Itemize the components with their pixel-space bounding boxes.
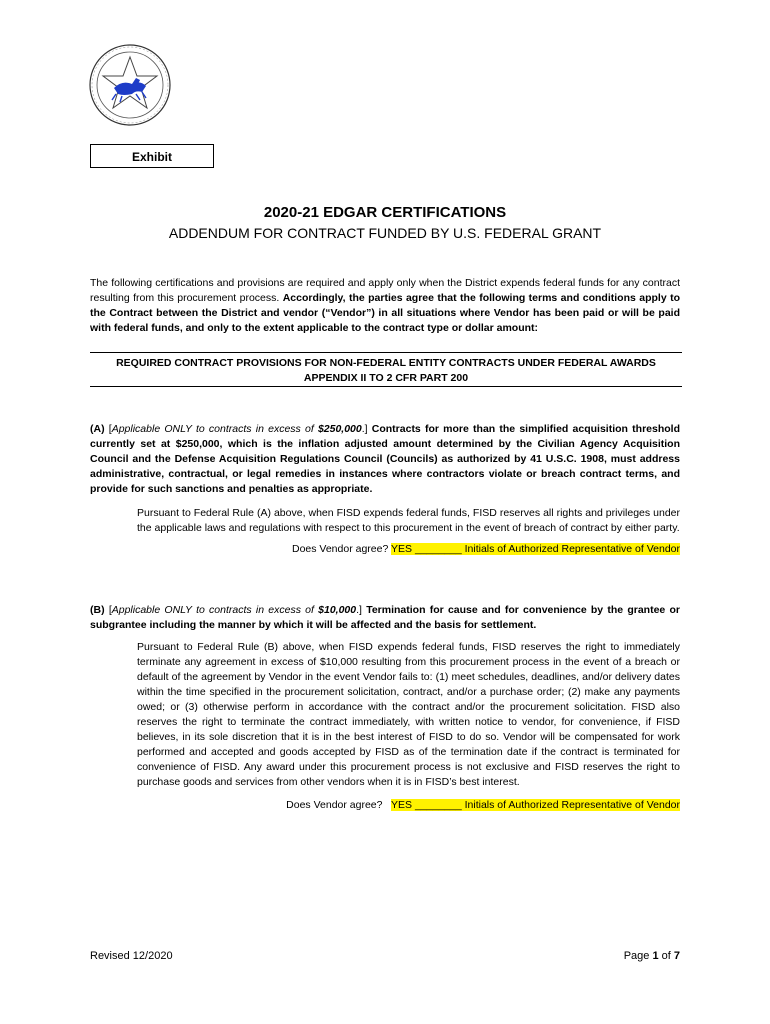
section-a-heading: (A) [Applicable ONLY to contracts in excess of $250,000.] Contracts for more than the simplified acquisition threshold currently set at $250,000, which is the inflation adjusted amount determined by the Civilian Agency Acquisition Council and the Defense Acquisition Regulations Council (Councils) as authorized by 41 U.S.C. 1908, must address administrative, contractual, or legal remedies in instances where contractors violate or breach contract terms, and provide for such sanctions and penalties as appropriate. bbox=[90, 423, 680, 495]
section-a-amount: $250,000 bbox=[317, 423, 362, 435]
section-b-agree-question: Does Vendor agree? bbox=[286, 799, 392, 811]
section-a-heading-text: Contracts for more than the simplified acquisition threshold currently set at $250,000, which is the inflation adjusted amount determined by the Civilian Agency Acquisition Council and the Defense Acquisition Regulations Council (Councils) as authorized by 41 U.S.C. 1908, must address administrative, contractual, or legal remedies in instances where contractors violate or breach contract terms, and provide for such sanctions and penalties as appropriate. bbox=[90, 423, 680, 495]
section-b-applicable: Applicable ONLY to contracts in excess of bbox=[111, 604, 319, 616]
section-a-applicable: Applicable ONLY to contracts in excess of bbox=[111, 423, 318, 435]
footer-page-number: Page 1 of 7 bbox=[623, 950, 680, 962]
required-heading-line2: APPENDIX II TO 2 CFR PART 200 bbox=[303, 372, 469, 384]
section-b-label: (B) bbox=[90, 604, 109, 616]
section-b-heading: (B) [Applicable ONLY to contracts in excess of $10,000.] Termination for cause and for convenience by the grantee or subgrantee including the manner by which it will be affected and the basis for settlement. bbox=[90, 604, 680, 631]
section-b-heading-text: Termination for cause and for convenience by the grantee or subgrantee including the manner by which it will be affected and the basis for settlement. bbox=[90, 604, 680, 631]
intro-bold-text: Accordingly, the parties agree that the following terms and conditions apply to the Contract between the District and vendor (“Vendor”) in all situations where Vendor has been paid or will be paid with federal funds, and only to the extent applicable to the contract type or dollar amount: bbox=[90, 292, 680, 334]
section-a-initials-field[interactable]: YES ________ Initials of Authorized Representative of Vendor bbox=[391, 543, 680, 555]
heading-bottom-rule bbox=[90, 386, 682, 387]
exhibit-label: Exhibit bbox=[90, 144, 214, 168]
intro-paragraph bbox=[90, 276, 680, 336]
required-provisions-heading bbox=[90, 356, 682, 386]
page-subtitle: ADDENDUM FOR CONTRACT FUNDED BY U.S. FEDERAL GRANT bbox=[168, 225, 602, 241]
section-a-agreement bbox=[90, 542, 680, 557]
section-b-agreement bbox=[90, 798, 680, 813]
heading-top-rule bbox=[90, 352, 682, 353]
section-b-initials-field[interactable]: YES ________ Initials of Authorized Representative of Vendor bbox=[391, 799, 680, 811]
page-title: 2020-21 EDGAR CERTIFICATIONS bbox=[263, 204, 507, 221]
required-heading-line1: REQUIRED CONTRACT PROVISIONS FOR NON-FEDERAL ENTITY CONTRACTS UNDER FEDERAL AWARDS bbox=[116, 357, 656, 369]
footer-revised: Revised 12/2020 bbox=[90, 950, 173, 962]
section-a-paragraph: Pursuant to Federal Rule (A) above, when FISD expends federal funds, FISD reserves all rights and privileges under the applicable laws and regulations with respect to this procurement in the event of breach of contract by either party. bbox=[137, 507, 680, 534]
intro-plain-text: The following certifications and provisions are required and apply only when the District expends federal funds for any contract resulting from this procurement process. bbox=[90, 277, 680, 304]
section-b-amount: $10,000 bbox=[318, 604, 357, 616]
district-seal-logo bbox=[88, 40, 172, 130]
section-b-paragraph: Pursuant to Federal Rule (B) above, when FISD expends federal funds, FISD reserves the right to immediately terminate any agreement in excess of $10,000 resulting from this procurement process in the event of a breach or default of the agreement by Vendor in the event Vendor fails to: (1) meet schedules, deadlines, and/or delivery dates within the time specified in the procurement solicitation, contract, and/or a purchase order; (2) make any payments owed; or (3) otherwise perform in accordance with the contract and/or the procurement solicitation. FISD also reserves the right to terminate the contract immediately, with written notice to vendor, for convenience, if FISD believes, in its sole discretion that it is in the best interest of FISD to do so. Vendor will be compensated for work performed and accepted and goods accepted by FISD as of the termination date if the contract is terminated for convenience of FISD. Any award under this procurement process is not exclusive and FISD reserves the right to purchase goods and services from other vendors when it is in FISD’s best interest. bbox=[137, 641, 680, 788]
section-a-agree-question: Does Vendor agree? bbox=[291, 543, 392, 555]
section-a-label: (A) bbox=[90, 423, 109, 435]
